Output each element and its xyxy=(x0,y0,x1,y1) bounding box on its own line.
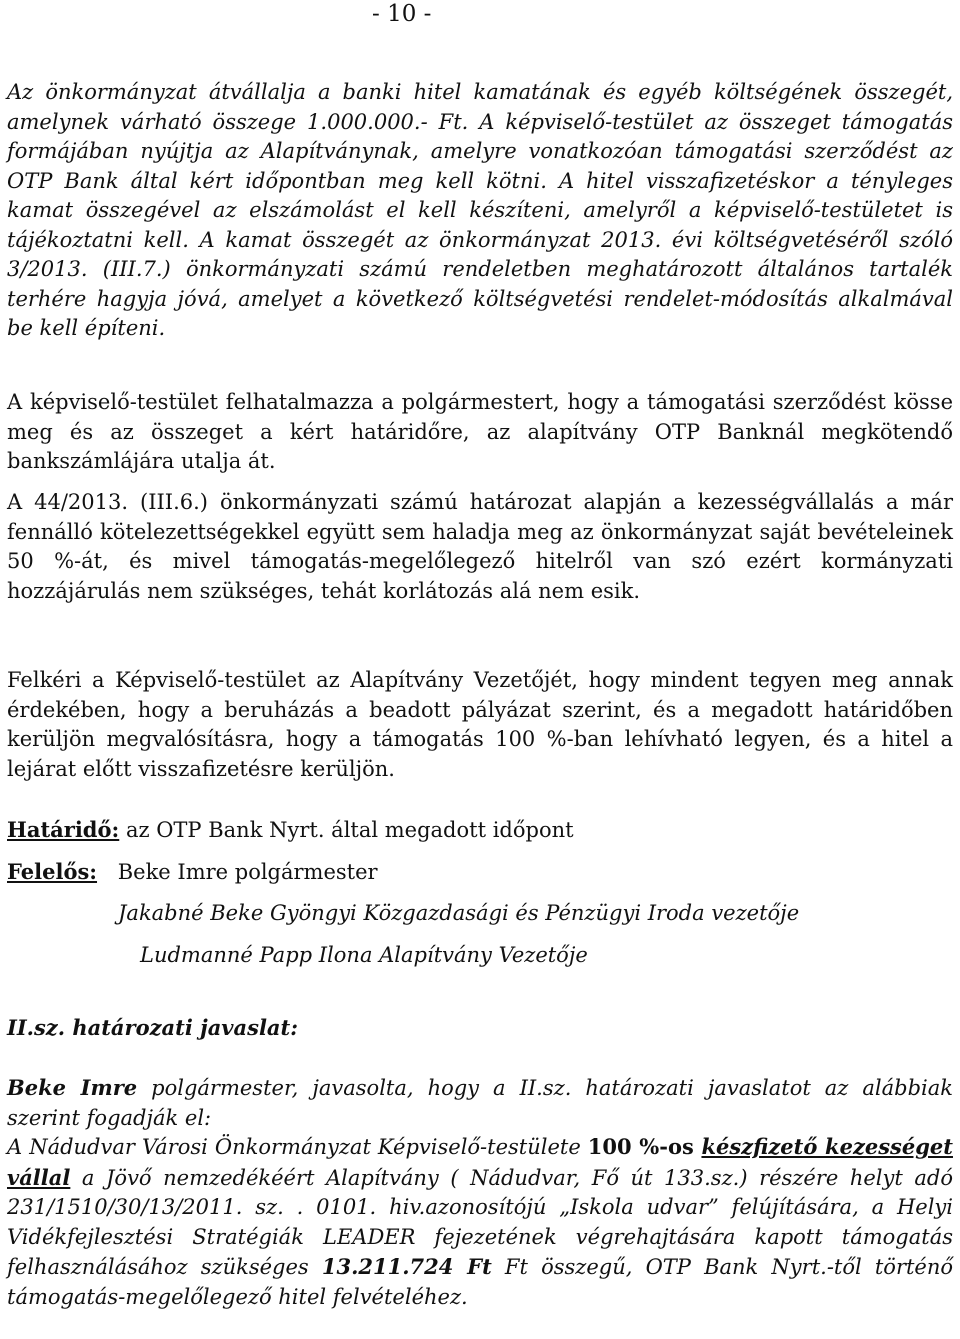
deadline-value: az OTP Bank Nyrt. által megadott időpont xyxy=(125,818,574,842)
proposal-intro xyxy=(7,1073,953,1133)
proposal-speaker: Beke Imre xyxy=(7,1075,138,1100)
responsible-person-1: Beke Imre polgármester xyxy=(117,860,378,884)
paragraph-interest: Az önkormányzat átvállalja a banki hitel kamatának és egyéb költségének összegét, amelynek várható összege 1.000.000.- Ft. A képviselő-testület az összeget támogatás formájában nyújtja az Alapítványnak, amelyre vonatkozóan támogatási szerződést az OTP Bank által kért időpontban meg kell kötni. A hitel visszafizetéskor a tényleges kamat összegével az elszámolást el kell készíteni, amelyről a képviselő-testületet is tájékoztatni kell. A kamat összegét az önkormányzat 2013. évi költségvetéséről szóló 3/2013. (III.7.) önkormányzati számú rendeletben meghatározott általános tartalék terhére hagyja jóvá, amelyet a következő költségvetési rendelet-módosítás alkalmával be kell építeni. xyxy=(7,80,953,340)
responsible-line xyxy=(7,857,378,888)
resolution-amount: 13.211.724 Ft xyxy=(321,1254,492,1279)
paragraph-authorization: A képviselő-testület felhatalmazza a polgármestert, hogy a támogatási szerződést kösse meg és az összeget a kért határidőre, az alapítvány OTP Banknál megkötendő bankszámlájára utalja át. xyxy=(7,390,953,473)
deadline-line xyxy=(7,815,574,846)
resolution-text-b: a Jövő nemzedékéért Alapítvány ( Nádudvar, Fő út 133.sz.) részére helyt adó 231/1510/30/13/2011. sz. . 0101. hiv.azonosítójú „Iskola udvar” felújítására, a Helyi Vidékfejlesztési Stratégiák LEADER fejezetének végrehajtására kapott támogatás felhasználásához szükséges xyxy=(7,1165,953,1279)
resolution-guarantee: készfizető kezességet vállal xyxy=(7,1134,953,1190)
paragraph-guarantee-basis: A 44/2013. (III.6.) önkormányzati számú határozat alapján a kezességvállalás a már fennálló kötelezettségekkel együtt sem haladja meg az önkormányzat saját bevételeinek 50 %-át, és mivel támogatás-megelőlegező hitelről van szó ezért kormányzati hozzájárulás nem szükséges, tehát korlátozás alá nem esik. xyxy=(7,490,953,603)
responsible-person-2: Jakabné Beke Gyöngyi Közgazdasági és Pénzügyi Iroda vezetője xyxy=(118,901,800,925)
resolution-percent: 100 %-os xyxy=(587,1134,702,1159)
proposal-resolution xyxy=(7,1132,953,1312)
proposal-intro-text: polgármester, javasolta, hogy a II.sz. határozati javaslatot az alábbiak szerint fogadják el: xyxy=(7,1076,953,1130)
page-number: - 10 - xyxy=(372,1,432,27)
responsible-person-3: Ludmanné Papp Ilona Alapítvány Vezetője xyxy=(140,943,588,967)
responsible-label: Felelős: xyxy=(7,859,98,884)
paragraph-request: Felkéri a Képviselő-testület az Alapítvány Vezetőjét, hogy mindent tegyen meg annak érdekében, hogy a beruházás a beadott pályázat szerint, és a megadott határidőben kerüljön megvalósításra, hogy a támogatás 100 %-ban lehívható legyen, és a hitel a lejárat előtt visszafizetésre kerüljön. xyxy=(7,668,953,781)
deadline-label: Határidő: xyxy=(7,817,120,842)
resolution-text-a: A Nádudvar Városi Önkormányzat Képviselő-testülete xyxy=(7,1135,588,1159)
section-heading: II.sz. határozati javaslat: xyxy=(7,1015,298,1040)
resolution-text-c: Ft összegű, OTP Bank Nyrt.-től történő támogatás-megelőlegező hitel felvételéhez. xyxy=(7,1255,954,1309)
